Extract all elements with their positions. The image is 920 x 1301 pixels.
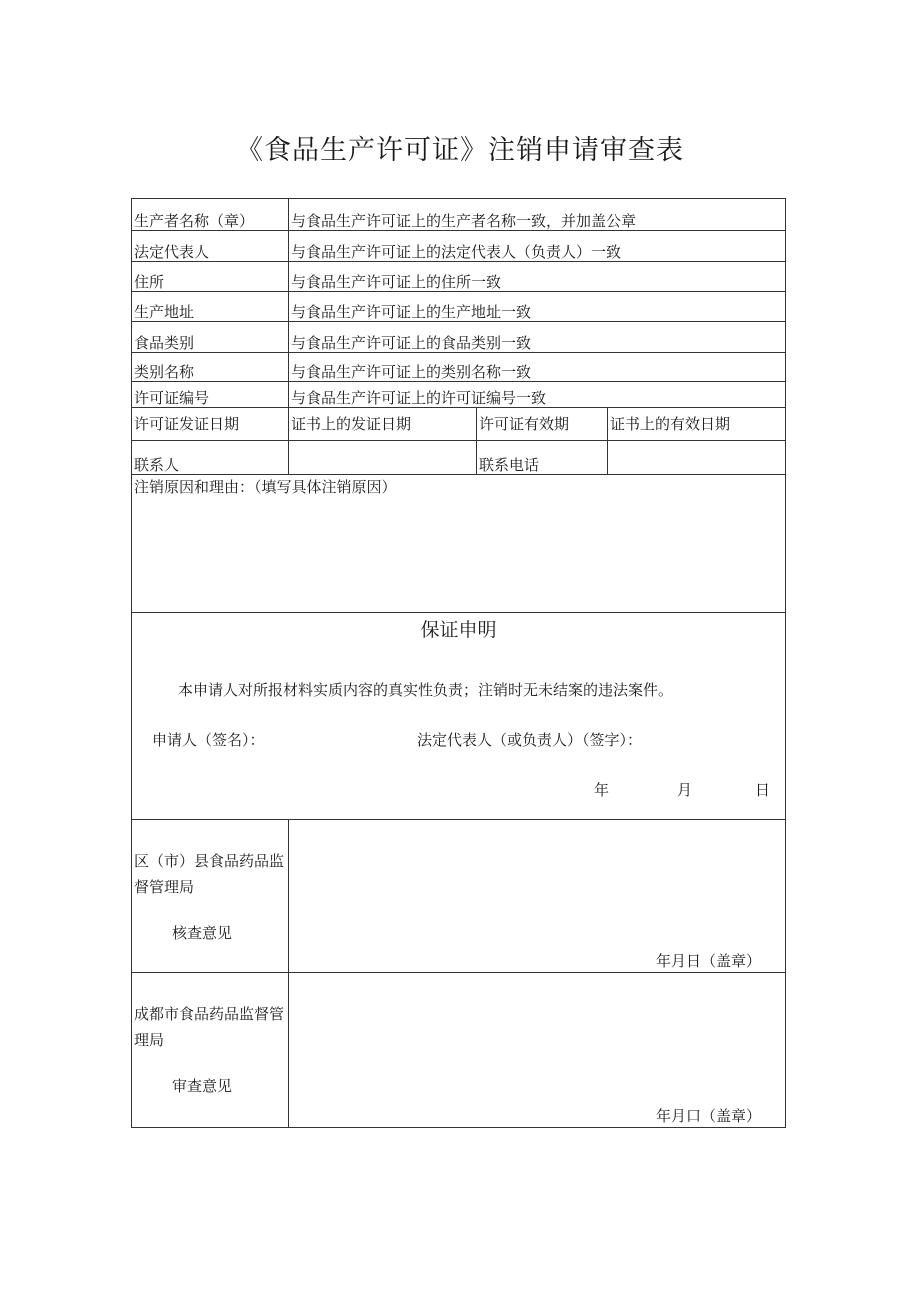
guarantee-title: 保证申明 (420, 619, 497, 641)
residence-field[interactable]: 与食品生产许可证上的住所一致 (289, 262, 786, 292)
city-review-label-cell (132, 973, 289, 1128)
applicant-signature[interactable]: 申请人（签名）： (152, 731, 265, 749)
legal-rep-signature[interactable]: 法定代表人（或负责人）（签字）： (417, 731, 643, 749)
form-title: 《食品生产许可证》注销申请审查表 (236, 135, 684, 166)
guarantee-month: 月 (677, 781, 693, 799)
contact-person-field[interactable] (289, 441, 477, 475)
contact-phone-field[interactable] (608, 441, 786, 475)
food-category-field[interactable]: 与食品生产许可证上的食品类别一致 (289, 322, 786, 353)
city-review-date-stamp: 年月口（盖章） (655, 1107, 761, 1125)
license-number-label: 许可证编号 (132, 382, 289, 408)
district-review-opinion-field[interactable] (289, 820, 786, 973)
cancel-reason-field[interactable]: 注销原因和理由：（填写具体注销原因） (132, 475, 786, 613)
issue-date-field[interactable]: 证书上的发证日期 (289, 408, 477, 441)
row-city-review (132, 973, 786, 1128)
row-contact (132, 441, 786, 475)
city-review-org: 成都市食品药品监督管理局 (134, 1005, 285, 1049)
row-district-review (132, 820, 786, 973)
row-cancel-reason (132, 475, 786, 613)
city-review-opinion-label: 审查意见 (172, 1077, 233, 1095)
city-review-opinion-field[interactable] (289, 973, 786, 1128)
guarantee-year: 年 (594, 781, 610, 799)
producer-name-field[interactable]: 与食品生产许可证上的生产者名称一致，并加盖公章 (289, 199, 786, 231)
row-food-category (132, 322, 786, 353)
production-address-label: 生产地址 (132, 292, 289, 322)
production-address-field[interactable]: 与食品生产许可证上的生产地址一致 (289, 292, 786, 322)
legal-rep-field[interactable]: 与食品生产许可证上的法定代表人（负责人）一致 (289, 231, 786, 262)
row-guarantee (132, 613, 786, 820)
category-name-field[interactable]: 与食品生产许可证上的类别名称一致 (289, 353, 786, 382)
row-residence (132, 262, 786, 292)
district-review-opinion-label: 核查意见 (172, 924, 233, 942)
row-dates (132, 408, 786, 441)
guarantee-statement: 本申请人对所报材料实质内容的真实性负责；注销时无未结案的违法案件。 (178, 681, 674, 699)
district-review-label-cell (132, 820, 289, 973)
review-form-table (131, 198, 786, 1128)
producer-name-label: 生产者名称（章） (132, 199, 289, 231)
contact-person-label: 联系人 (132, 441, 289, 475)
row-legal-rep (132, 231, 786, 262)
valid-until-field[interactable]: 证书上的有效日期 (608, 408, 786, 441)
valid-until-label: 许可证有效期 (477, 408, 608, 441)
category-name-label: 类别名称 (132, 353, 289, 382)
contact-phone-label: 联系电话 (477, 441, 608, 475)
guarantee-day: 日 (755, 781, 771, 799)
residence-label: 住所 (132, 262, 289, 292)
row-category-name (132, 353, 786, 382)
row-license-number (132, 382, 786, 408)
district-review-org: 区（市）县食品药品监督管理局 (134, 852, 285, 896)
license-number-field[interactable]: 与食品生产许可证上的许可证编号一致 (289, 382, 786, 408)
row-producer-name (132, 199, 786, 231)
issue-date-label: 许可证发证日期 (132, 408, 289, 441)
guarantee-section (132, 613, 786, 820)
food-category-label: 食品类别 (132, 322, 289, 353)
district-review-date-stamp: 年月日（盖章） (655, 952, 761, 970)
row-production-address (132, 292, 786, 322)
legal-rep-label: 法定代表人 (132, 231, 289, 262)
